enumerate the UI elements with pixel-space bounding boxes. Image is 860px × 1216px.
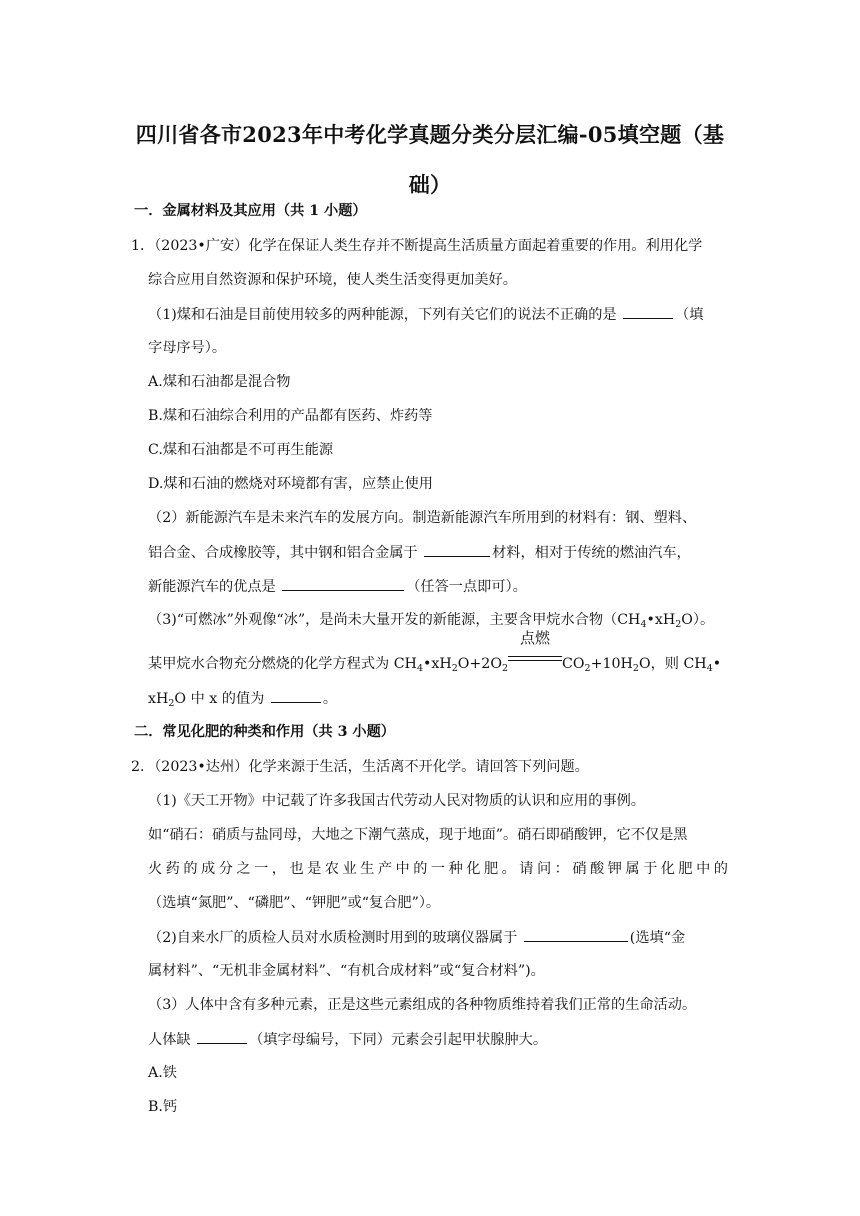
equation-text: •xH bbox=[422, 656, 452, 672]
q2-part3-answer-blank[interactable] bbox=[197, 1029, 247, 1044]
equation-text: +10H bbox=[590, 656, 633, 672]
q1-part2-text-c-post: （任答一点即可）。 bbox=[406, 579, 527, 595]
q1-part3-line-3 bbox=[148, 688, 337, 709]
q1-part1-text-end: （填 bbox=[675, 307, 704, 323]
q2-option-a: A.铁 bbox=[148, 1065, 177, 1081]
q1-part2-line-2 bbox=[148, 542, 691, 563]
q2-part2-answer-blank[interactable] bbox=[524, 927, 628, 942]
equation-text: 某甲烷水合物充分燃烧的化学方程式为 CH bbox=[148, 656, 417, 672]
q1-part3-answer-blank[interactable] bbox=[271, 688, 321, 703]
equation-text: CO bbox=[562, 656, 585, 672]
q1-part3-text-end: O）。 bbox=[681, 612, 715, 628]
q1-part2-line-3 bbox=[148, 576, 527, 597]
title-line-2: 础） bbox=[408, 172, 452, 197]
equation-text: O+2O bbox=[457, 656, 502, 672]
reaction-condition bbox=[508, 629, 562, 668]
subscript: 4 bbox=[416, 663, 423, 674]
q2-part2-line-2: 属材料”、“无机非金属材料”、“有机合成材料”或“复合材料”)。 bbox=[148, 963, 545, 979]
q1-part2-text: 铝合金、合成橡胶等，其中钢和铝合金属于 bbox=[148, 545, 418, 561]
q1-option-b: B.煤和石油综合利用的产品都有医药、炸药等 bbox=[148, 408, 433, 424]
q1-option-d: D.煤和石油的燃烧对环境都有害，应禁止使用 bbox=[148, 476, 433, 492]
q1-part1-line-1 bbox=[148, 304, 703, 325]
q1-part2-answer-blank-2[interactable] bbox=[282, 576, 404, 591]
q2-part3-line-2 bbox=[148, 1029, 547, 1050]
subscript: 2 bbox=[675, 619, 682, 630]
q1-intro-line-2: 综合应用自然资源和保护环境，使人类生活变得更加美好。 bbox=[148, 272, 517, 288]
subscript: 2 bbox=[584, 663, 591, 674]
q2-part1-line-1: （1)《天工开物》中记载了许多我国古代劳动人民对物质的认识和应用的事例。 bbox=[148, 793, 645, 809]
q2-part3-line-1: （3）人体中含有多种元素，正是这些元素组成的各种物质维持着我们正常的生命活动。 bbox=[148, 997, 697, 1013]
subscript: 2 bbox=[501, 663, 509, 674]
q1-part2-answer-blank-1[interactable] bbox=[424, 542, 490, 557]
q1-part1-answer-blank[interactable] bbox=[623, 304, 673, 319]
q1-part3-c-mid: O 中 x 的值为 bbox=[174, 691, 265, 707]
q1-part3-text: （3)“可燃冰”外观像“冰”，是尚未大量开发的新能源，主要含甲烷水合物（CH bbox=[148, 612, 641, 628]
q1-part1-text: （1)煤和石油是目前使用较多的两种能源，下列有关它们的说法不正确的是 bbox=[148, 307, 617, 323]
subscript: 4 bbox=[640, 619, 647, 630]
q1-option-c: C.煤和石油都是不可再生能源 bbox=[148, 442, 334, 458]
q2-part2-text-post: (选填“金 bbox=[629, 930, 686, 946]
q1-part2-line-1: （2）新能源汽车是未来汽车的发展方向。制造新能源汽车所用到的材料有：钢、塑料、 bbox=[148, 510, 697, 526]
q1-part1-line-2: 字母序号）。 bbox=[148, 340, 227, 356]
q1-part2-text-post: 材料，相对于传统的燃油汽车， bbox=[492, 545, 691, 561]
q1-part3-text-mid: •xH bbox=[646, 612, 676, 628]
q2-part3-text-post: （填字母编号，下同）元素会引起甲状腺肿大。 bbox=[249, 1032, 548, 1048]
q1-part3-c-text: xH bbox=[148, 691, 169, 707]
equals-sign bbox=[508, 656, 562, 661]
section-heading-1: 一．金属材料及其应用（共 1 小题） bbox=[134, 203, 367, 219]
chemical-equation-line bbox=[148, 629, 722, 674]
q2-part2-text: （2)自来水厂的质检人员对水质检测时用到的玻璃仪器属于 bbox=[148, 930, 518, 946]
q1-part3-line-1 bbox=[148, 610, 714, 630]
q2-part1-line-3: 火药的成分之一，也是农业生产中的一种化肥。请问：硝酸钾属于化肥中的 bbox=[148, 861, 728, 877]
q2-part1-line-4: （选填“氮肥”、“磷肥”、“钾肥”或“复合肥”）。 bbox=[148, 895, 441, 911]
q2-part2-line-1 bbox=[148, 927, 685, 948]
document-title bbox=[100, 110, 760, 210]
section-heading-2: 二．常见化肥的种类和作用（共 3 小题） bbox=[134, 724, 395, 740]
subscript: 2 bbox=[168, 698, 175, 709]
subscript: 4 bbox=[706, 663, 713, 674]
subscript: 2 bbox=[451, 663, 458, 674]
q2-intro: 2．（2023•达州）化学来源于生活，生活离不开化学。请回答下列问题。 bbox=[131, 759, 589, 775]
q1-intro-line-1: 1．（2023•广安）化学在保证人类生存并不断提高生活质量方面起着重要的作用。利用化学 bbox=[131, 238, 703, 254]
title-line-1: 四川省各市2023年中考化学真题分类分层汇编-05填空题（基 bbox=[135, 122, 725, 147]
reaction-condition-label: 点燃 bbox=[520, 629, 551, 647]
equation-text: O，则 CH bbox=[638, 656, 707, 672]
equation-text: • bbox=[712, 656, 722, 672]
subscript: 2 bbox=[632, 663, 639, 674]
q1-option-a: A.煤和石油都是混合物 bbox=[148, 374, 291, 390]
q1-part2-text-c: 新能源汽车的优点是 bbox=[148, 579, 276, 595]
q2-part3-text: 人体缺 bbox=[148, 1032, 191, 1048]
q2-part1-line-2: 如“硝石：硝质与盐同母，大地之下潮气蒸成，现于地面”。硝石即硝酸钾，它不仅是黑 bbox=[148, 827, 688, 843]
q1-part3-c-end: 。 bbox=[322, 691, 338, 707]
q2-option-b: B.钙 bbox=[148, 1099, 178, 1115]
